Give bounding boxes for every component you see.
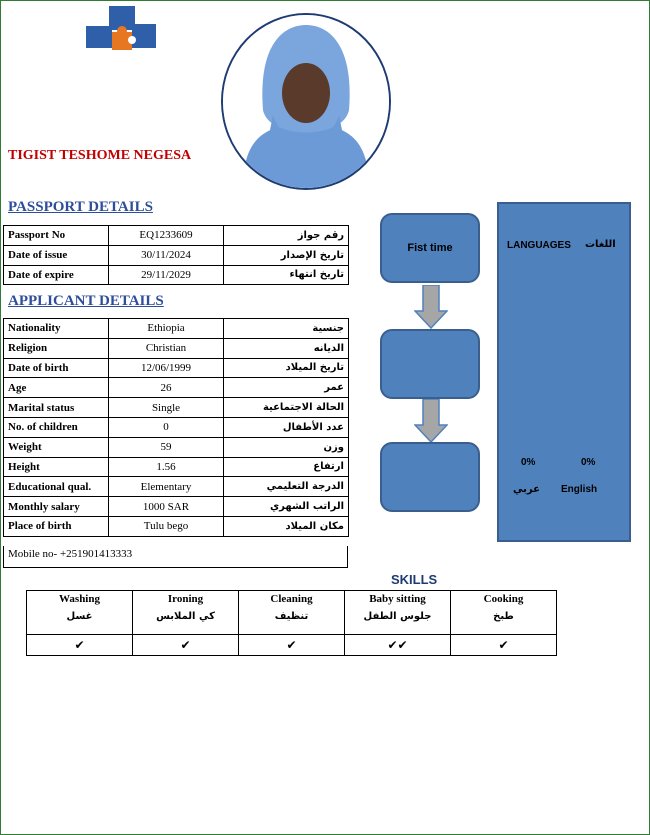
row-label: Date of birth [4,358,109,378]
skill-label-arabic: كي الملابس [156,611,215,622]
checkmark-icon: ✔ [133,635,239,656]
table-row [4,516,349,536]
row-label: Nationality [4,319,109,339]
skill-cell [133,591,239,635]
row-label: Educational qual. [4,477,109,497]
row-arabic: تاريخ الميلاد [224,358,349,378]
row-arabic: عمر [224,378,349,398]
flow-box-3 [380,442,480,512]
row-label: Date of issue [4,245,109,265]
row-value: 12/06/1999 [109,358,224,378]
table-row [4,477,349,497]
row-arabic: رقم جواز [224,226,349,246]
skill-label-arabic: غسل [66,611,93,622]
mobile-number: Mobile no- +251901413333 [3,546,348,568]
skill-label-arabic: جلوس الطفل [363,611,432,622]
table-row [4,245,349,265]
flow-box-2 [380,329,480,399]
row-arabic: تاريخ انتهاء [224,265,349,285]
row-label: Religion [4,338,109,358]
table-row [4,497,349,517]
row-value: 26 [109,378,224,398]
puzzle-logo-icon [86,6,158,54]
row-arabic: وزن [224,437,349,457]
passport-table [3,225,349,285]
row-arabic: جنسية [224,319,349,339]
passport-details-title: PASSPORT DETAILS [8,199,153,215]
skill-label: Cooking [483,593,524,605]
row-arabic: مكان الميلاد [224,516,349,536]
row-value: Christian [109,338,224,358]
row-label: Height [4,457,109,477]
applicant-table [3,318,349,537]
skill-cell [345,591,451,635]
row-arabic: عدد الأطفال [224,417,349,437]
skill-label: Baby sitting [369,593,426,605]
row-value: 0 [109,417,224,437]
checkmark-icon: ✔ [451,635,557,656]
skills-title: SKILLS [391,572,438,587]
row-value: Tulu bego [109,516,224,536]
row-value: Single [109,398,224,418]
table-row [4,319,349,339]
row-value: EQ1233609 [109,226,224,246]
table-row [4,417,349,437]
checkmark-icon: ✔✔ [345,635,451,656]
row-label: Monthly salary [4,497,109,517]
row-label: Passport No [4,226,109,246]
skill-label-arabic: تنظيف [274,611,309,622]
arabic-label: عربي [513,484,540,495]
row-arabic: الحالة الاجتماعية [224,398,349,418]
flow-box-experience: Fist time [380,213,480,283]
skill-label: Cleaning [270,593,313,605]
checkmark-icon: ✔ [239,635,345,656]
table-row [4,378,349,398]
row-label: Place of birth [4,516,109,536]
skill-cell [27,591,133,635]
row-value: 30/11/2024 [109,245,224,265]
candidate-name: TIGIST TESHOME NEGESA [8,148,192,163]
row-label: Weight [4,437,109,457]
table-row [4,398,349,418]
arrow-down-icon [414,285,448,329]
table-row [4,338,349,358]
table-row [4,226,349,246]
row-label: No. of children [4,417,109,437]
table-row [4,457,349,477]
english-percent: 0% [581,457,596,468]
row-label: Date of expire [4,265,109,285]
english-label: English [561,484,598,495]
languages-title: LANGUAGES [507,240,571,251]
skills-header-row [27,591,557,635]
row-value: Ethiopia [109,319,224,339]
row-arabic: الدرجة التعليمي [224,477,349,497]
languages-panel [497,202,631,542]
row-arabic: ارتفاع [224,457,349,477]
skill-label: Washing [59,593,100,605]
row-arabic: الراتب الشهري [224,497,349,517]
row-label: Marital status [4,398,109,418]
table-row [4,358,349,378]
table-row [4,265,349,285]
arrow-down-icon [414,399,448,443]
table-row [4,437,349,457]
arabic-percent: 0% [521,457,536,468]
skill-cell [239,591,345,635]
candidate-photo [221,13,391,190]
skills-marks-row [27,635,557,656]
checkmark-icon: ✔ [27,635,133,656]
skill-cell [451,591,557,635]
skill-label: Ironing [167,593,204,605]
row-value: 1.56 [109,457,224,477]
row-value: 59 [109,437,224,457]
skills-table [26,590,557,656]
row-value: Elementary [109,477,224,497]
skill-label-arabic: طبخ [493,611,514,622]
row-arabic: الديانه [224,338,349,358]
row-label: Age [4,378,109,398]
row-value: 29/11/2029 [109,265,224,285]
applicant-details-title: APPLICANT DETAILS [8,293,164,309]
languages-title-arabic: اللغات [585,239,616,250]
row-arabic: تاريخ الإصدار [224,245,349,265]
row-value: 1000 SAR [109,497,224,517]
